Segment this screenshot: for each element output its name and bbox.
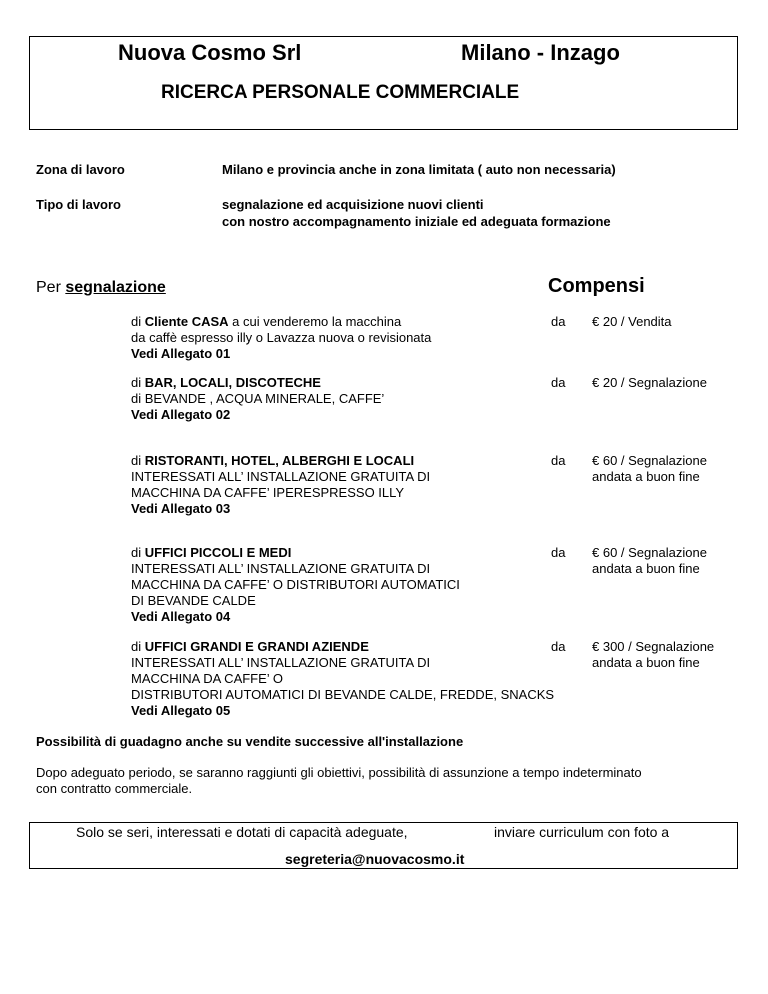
info-value-tipo-2: con nostro accompagnamento iniziale ed adeguata formazione: [222, 214, 611, 229]
offer-2-allegato: Vedi Allegato 02: [131, 407, 231, 422]
offer-4-line-3: DI BEVANDE CALDE: [131, 593, 256, 608]
company-name: Nuova Cosmo Srl: [118, 40, 302, 65]
offer-1-allegato: Vedi Allegato 01: [131, 346, 231, 361]
info-value-zona: Milano e provincia anche in zona limitata ( auto non necessaria): [222, 162, 616, 177]
offer-3: [131, 453, 430, 517]
per-word: segnalazione: [65, 279, 166, 296]
offer-2-da: da: [551, 375, 566, 390]
company-location: Milano - Inzago: [461, 40, 620, 65]
offer-2-amount: € 20 / Segnalazione: [592, 375, 707, 390]
footer-left: Solo se seri, interessati e dotati di capacità adeguate,: [76, 824, 408, 840]
offer-5-line-3: DISTRIBUTORI AUTOMATICI DI BEVANDE CALDE, FREDDE, SNACKS: [131, 687, 555, 702]
per-prefix: Per: [36, 279, 66, 296]
offer-1-title: di Cliente CASA a cui venderemo la macchina: [131, 314, 402, 329]
footer-right: inviare curriculum con foto a: [494, 824, 670, 840]
offer-5-title: di UFFICI GRANDI E GRANDI AZIENDE: [131, 639, 369, 654]
offer-4-da: da: [551, 545, 566, 560]
info-label-zona: Zona di lavoro: [36, 162, 125, 177]
offer-5: [131, 639, 554, 719]
offer-4-line-1: INTERESSATI ALL’ INSTALLAZIONE GRATUITA DI: [131, 561, 431, 576]
assunzione-text: Dopo adeguato periodo, se saranno raggiunti gli obiettivi, possibilità di assunzione a tempo indeterminato con contratto commerciale.: [36, 765, 642, 796]
offer-3-allegato: Vedi Allegato 03: [131, 501, 231, 516]
info-label-tipo: Tipo di lavoro: [36, 197, 121, 212]
offer-4-allegato: Vedi Allegato 04: [131, 609, 231, 624]
offer-4-line-2: MACCHINA DA CAFFE’ O DISTRIBUTORI AUTOMATICI: [131, 577, 460, 592]
offer-4: [131, 545, 460, 625]
offer-4-amount: € 60 / Segnalazione andata a buon fine: [592, 545, 707, 576]
offer-5-allegato: Vedi Allegato 05: [131, 703, 231, 718]
offer-1-line: da caffè espresso illy o Lavazza nuova o revisionata: [131, 330, 432, 345]
offer-5-line-1: INTERESSATI ALL’ INSTALLAZIONE GRATUITA DI: [131, 655, 431, 670]
offer-1-da: da: [551, 314, 566, 329]
offer-5-line-2: MACCHINA DA CAFFE’ O: [131, 671, 283, 686]
guadagno-note: Possibilità di guadagno anche su vendite successive all'installazione: [36, 734, 464, 749]
offer-2-line: di BEVANDE , ACQUA MINERALE, CAFFE’: [131, 391, 385, 406]
offer-3-amount: € 60 / Segnalazione andata a buon fine: [592, 453, 707, 484]
offer-5-da: da: [551, 639, 566, 654]
offer-3-line-1: INTERESSATI ALL’ INSTALLAZIONE GRATUITA DI: [131, 469, 431, 484]
email-link[interactable]: segreteria@nuovacosmo.it: [285, 851, 465, 867]
compensi-heading: Compensi: [548, 275, 645, 297]
offer-1: [131, 314, 431, 362]
offer-3-line-2: MACCHINA DA CAFFE’ IPERESPRESSO ILLY: [131, 485, 405, 500]
offer-2-title: di BAR, LOCALI, DISCOTECHE: [131, 375, 321, 390]
offer-3-title: di RISTORANTI, HOTEL, ALBERGHI E LOCALI: [131, 453, 415, 468]
offer-3-da: da: [551, 453, 566, 468]
offer-5-amount: € 300 / Segnalazione andata a buon fine: [592, 639, 715, 670]
per-segnalazione: [36, 279, 166, 297]
info-value-tipo-1: segnalazione ed acquisizione nuovi clienti: [222, 197, 484, 212]
offer-4-title: di UFFICI PICCOLI E MEDI: [131, 545, 292, 560]
page-title: RICERCA PERSONALE COMMERCIALE: [161, 82, 520, 103]
offer-2: [131, 375, 384, 423]
offer-1-amount: € 20 / Vendita: [592, 314, 672, 329]
